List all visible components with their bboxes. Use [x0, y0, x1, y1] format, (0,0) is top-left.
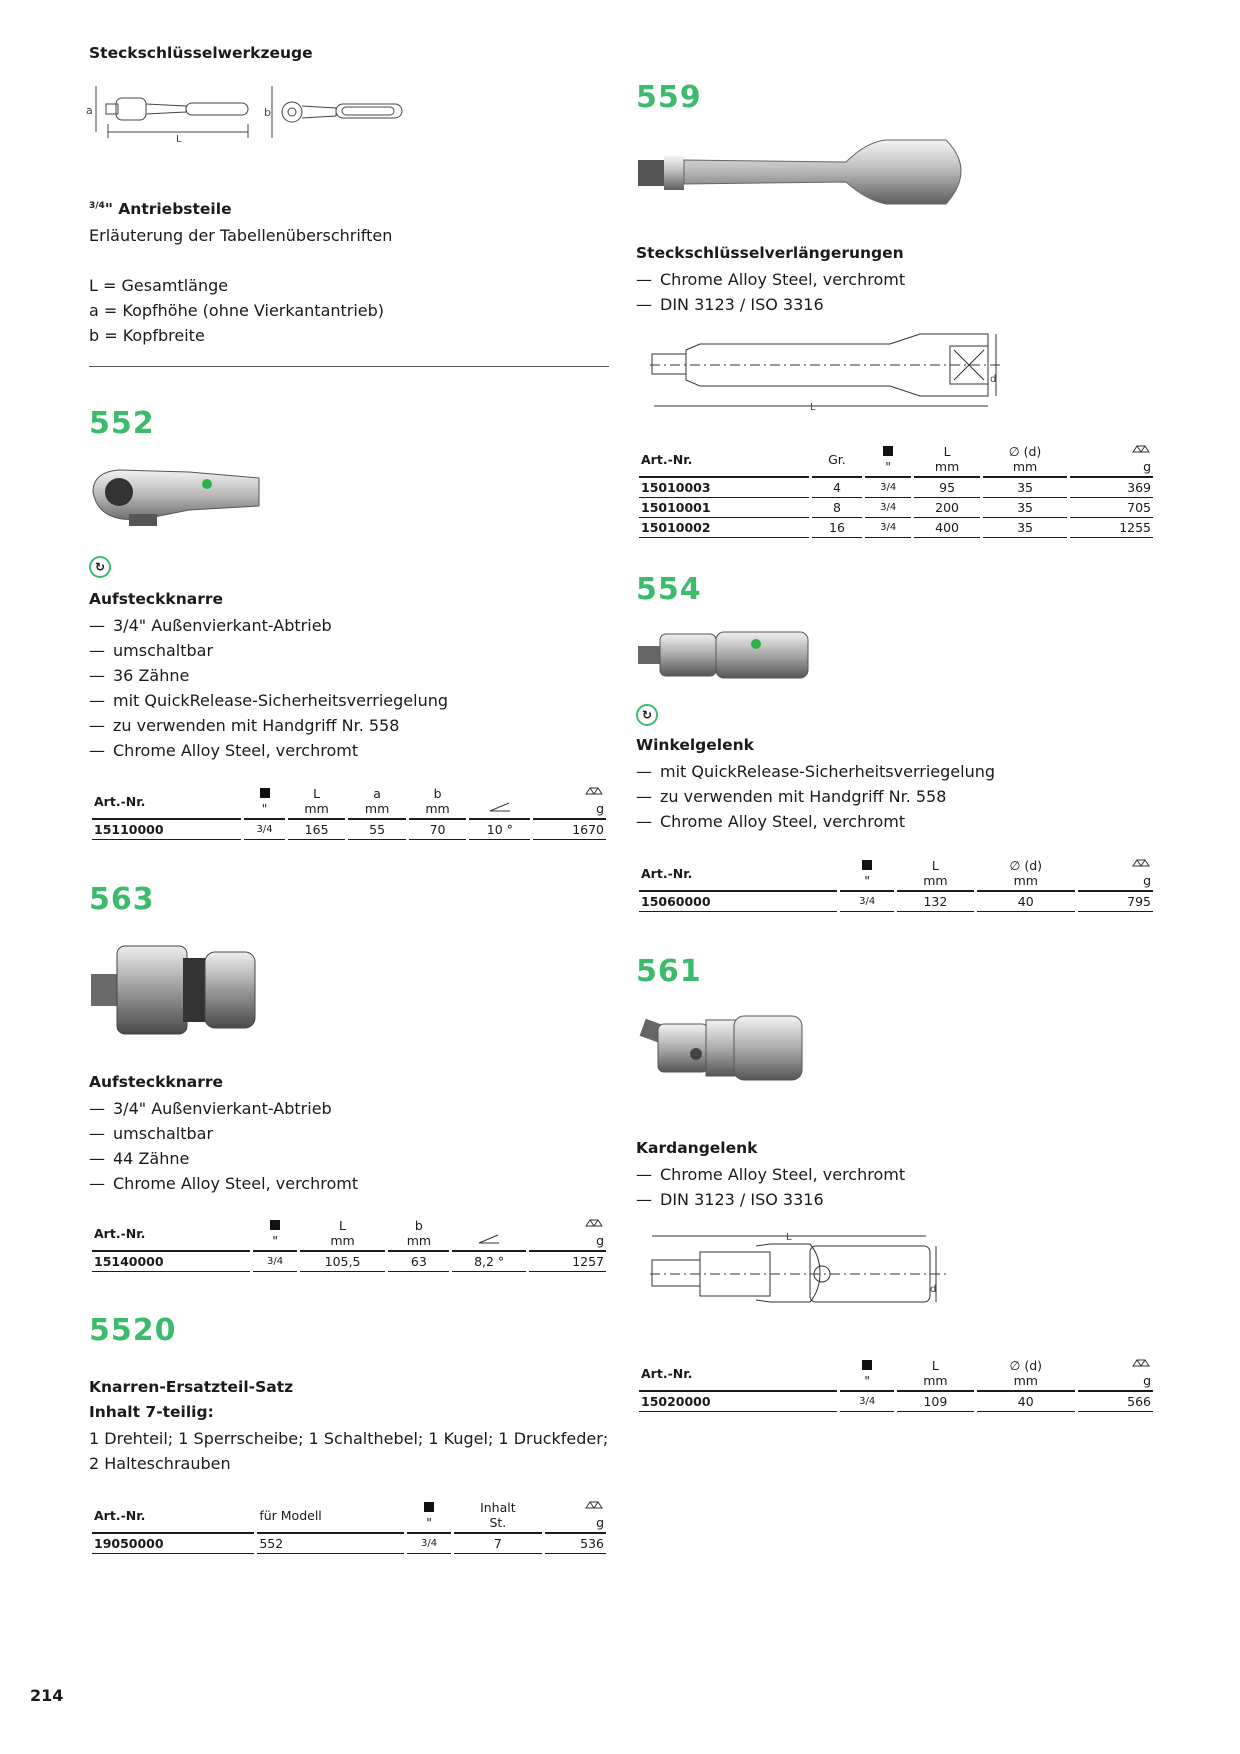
angle-icon [478, 1233, 500, 1245]
spec-table-5520: Art.-Nr. für Modell " Inhalt St. g 19050000 552 3/4 7 536 [89, 1500, 609, 1554]
product-image-563 [89, 938, 259, 1042]
list-item: — umschaltbar [89, 641, 214, 660]
quickrelease-icon-554: ↻ [636, 704, 658, 726]
angle-icon [489, 801, 511, 813]
product-title-5520: Knarren-Ersatzteil-Satz [89, 1378, 294, 1396]
product-number-554: 554 [636, 572, 702, 607]
weight-scale-icon [584, 786, 604, 798]
table-row: 15020000 3/4 109 40 566 [639, 1392, 1153, 1412]
square-drive-icon [862, 860, 872, 870]
spec-table-552 [89, 786, 609, 840]
list-item: — umschaltbar [89, 1124, 214, 1143]
product-title-552: Aufsteckknarre [89, 590, 224, 608]
product-number-563: 563 [89, 882, 155, 917]
table-row: 15010002 16 3/4 400 35 1255 [639, 518, 1153, 538]
spec-table-563: Art.-Nr. " L mm b mm g 15140000 3/4 105,5 63 8,2 ° 1257 [89, 1218, 609, 1272]
product-subtitle-5520: Inhalt 7-teilig: [89, 1403, 214, 1421]
diagram-label-b: b [264, 106, 271, 119]
list-item: — Chrome Alloy Steel, verchromt [636, 270, 906, 289]
diagram-label-a: a [86, 104, 93, 117]
list-item: — Chrome Alloy Steel, verchromt [636, 1165, 906, 1184]
product-number-559: 559 [636, 80, 702, 115]
diagram-label-d: d [990, 374, 997, 385]
product-number-561: 561 [636, 954, 702, 989]
intro-fraction: 3/4 [89, 200, 105, 211]
universal-joint-diagram-icon [650, 1226, 950, 1310]
list-item: — mit QuickRelease-Sicherheitsverriegelung [89, 691, 448, 710]
product-desc-5520-line1: 1 Drehteil; 1 Sperrscheibe; 1 Schalthebel; 1 Kugel; 1 Druckfeder; [89, 1429, 609, 1448]
list-item: — Chrome Alloy Steel, verchromt [636, 812, 906, 831]
product-number-552: 552 [89, 406, 155, 441]
ratchet-diagram-icon [86, 82, 426, 144]
product-desc-5520-line2: 2 Halteschrauben [89, 1454, 231, 1473]
header-a: a mm [348, 786, 405, 820]
product-number-5520: 5520 [89, 1313, 177, 1348]
product-title-554: Winkelgelenk [636, 736, 754, 754]
product-image-552 [89, 462, 265, 532]
square-drive-icon [424, 1502, 434, 1512]
quickrelease-icon-552: ↻ [89, 556, 111, 578]
product-image-561 [636, 1010, 806, 1086]
bullet-list-561 [636, 1162, 905, 1212]
diagram-label-d: d [930, 1284, 937, 1295]
intro-line-2: a = Kopfhöhe (ohne Vierkantantrieb) [89, 301, 385, 320]
list-item: — DIN 3123 / ISO 3316 [636, 295, 824, 314]
spec-table-554: Art.-Nr. " L mm ∅ (d) mm g 15060000 3/4 132 40 795 [636, 858, 1156, 912]
section-title: Steckschlüsselwerkzeuge [89, 44, 313, 62]
extension-diagram-icon [650, 330, 1010, 412]
weight-scale-icon [1131, 1358, 1151, 1370]
table-row: 15010001 8 3/4 200 35 705 [639, 498, 1153, 518]
bullet-list-563 [89, 1096, 358, 1196]
spec-table-561: Art.-Nr. " L mm ∅ (d) mm g 15020000 3/4 109 40 566 [636, 1358, 1156, 1412]
spec-table-559: Art.-Nr. Gr. " L mm ∅ (d) mm g 15010003 4 3/4 95 35 369 15010001 8 3/4 200 35 705 15010002 16 3/4 400 35 1255 [636, 444, 1156, 538]
header-angle [469, 786, 530, 820]
header-drive: " [244, 786, 285, 820]
diagram-label-L: L [176, 134, 182, 144]
square-drive-icon [270, 1220, 280, 1230]
diagram-label-L: L [786, 1232, 792, 1243]
table-row: 15140000 3/4 105,5 63 8,2 ° 1257 [92, 1252, 606, 1272]
bullet-list-552 [89, 613, 448, 763]
table-row: 15010003 4 3/4 95 35 369 [639, 478, 1153, 498]
header-b: b mm [409, 786, 466, 820]
table-row: 19050000 552 3/4 7 536 [92, 1534, 606, 1554]
product-title-559: Steckschlüsselverlängerungen [636, 244, 904, 262]
intro-line-3: b = Kopfbreite [89, 326, 205, 345]
list-item: — 3/4" Außenvierkant-Abtrieb [89, 616, 332, 635]
header-weight: g [533, 786, 606, 820]
diagram-label-L: L [810, 402, 816, 412]
weight-scale-icon [1131, 858, 1151, 870]
header-art-nr: Art.-Nr. [92, 786, 241, 820]
list-item: — Chrome Alloy Steel, verchromt [89, 741, 359, 760]
product-title-563: Aufsteckknarre [89, 1073, 224, 1091]
list-item: — 3/4" Außenvierkant-Abtrieb [89, 1099, 332, 1118]
intro-line-1: L = Gesamtlänge [89, 276, 229, 295]
list-item: — zu verwenden mit Handgriff Nr. 558 [89, 716, 400, 735]
intro-title: $^{3/4}$" Antriebsteile [89, 200, 232, 218]
weight-scale-icon [584, 1500, 604, 1512]
table-row: 15110000 3/4 165 55 70 10 ° 1670 [92, 820, 606, 840]
square-drive-icon [862, 1360, 872, 1370]
header-L: L mm [288, 786, 345, 820]
bullet-list-554 [636, 759, 995, 834]
list-item: — 44 Zähne [89, 1149, 190, 1168]
list-item: — Chrome Alloy Steel, verchromt [89, 1174, 359, 1193]
product-image-554 [636, 628, 812, 682]
list-item: — zu verwenden mit Handgriff Nr. 558 [636, 787, 947, 806]
table-row: 15060000 3/4 132 40 795 [639, 892, 1153, 912]
divider [89, 366, 609, 367]
square-drive-icon [883, 446, 893, 456]
list-item: — DIN 3123 / ISO 3316 [636, 1190, 824, 1209]
list-item: — 36 Zähne [89, 666, 190, 685]
page-number: 214 [30, 1686, 64, 1705]
square-drive-icon [260, 788, 270, 798]
product-image-559 [636, 134, 976, 210]
list-item: — mit QuickRelease-Sicherheitsverriegelung [636, 762, 995, 781]
product-title-561: Kardangelenk [636, 1139, 758, 1157]
weight-scale-icon [584, 1218, 604, 1230]
weight-scale-icon [1131, 444, 1151, 456]
intro-subtitle: Erläuterung der Tabellenüberschriften [89, 226, 393, 245]
bullet-list-559 [636, 267, 905, 317]
